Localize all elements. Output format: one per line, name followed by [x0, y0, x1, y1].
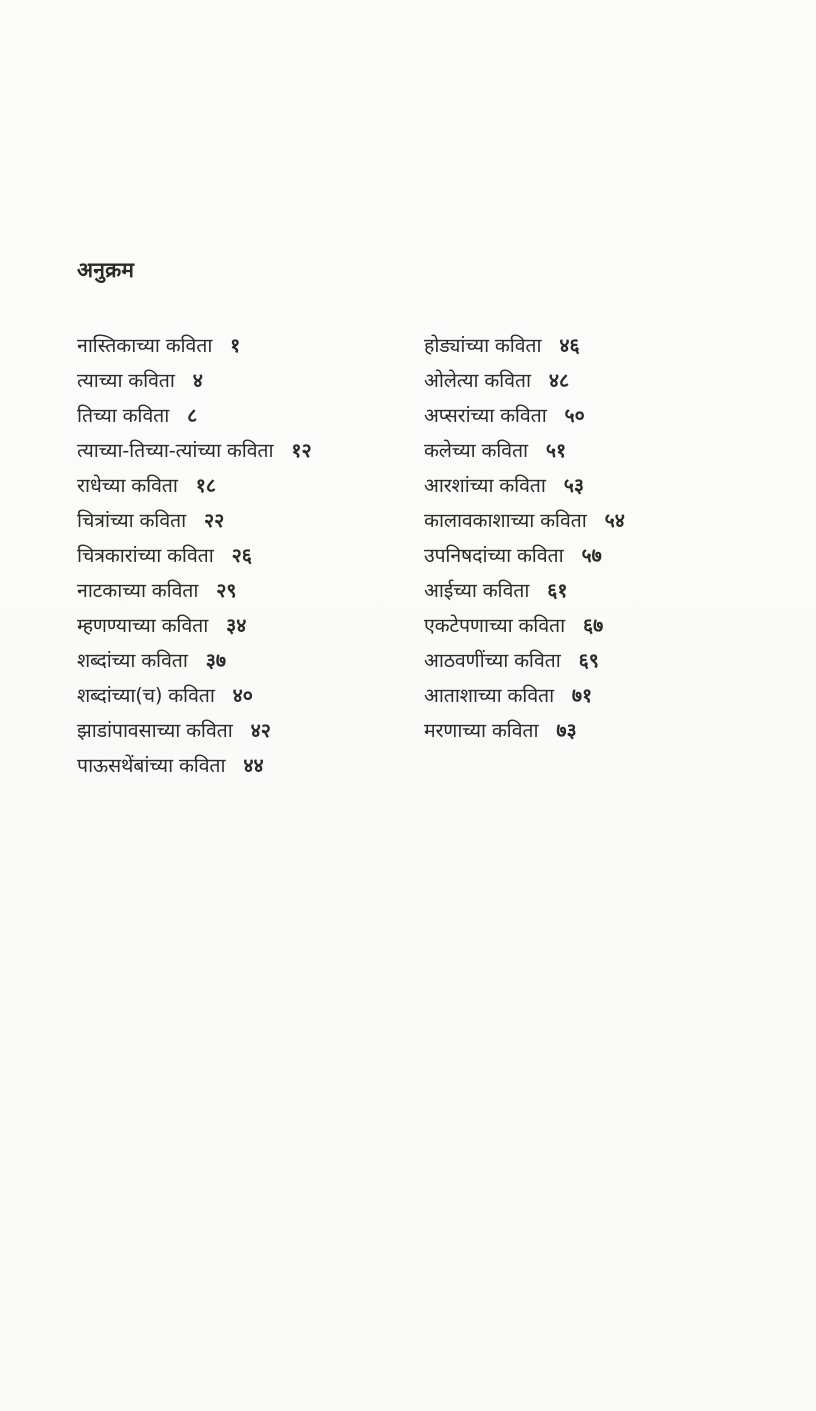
toc-entry-title: कलेच्या कविता	[424, 439, 528, 462]
toc-entry	[77, 608, 312, 643]
toc-entry-page-number: १२	[291, 439, 312, 462]
toc-entry	[77, 573, 312, 608]
toc-entry-title: एकटेपणाच्या कविता	[424, 614, 565, 637]
toc-entry	[424, 713, 625, 748]
toc-entry-page-number: ४६	[559, 334, 580, 357]
toc-entry-title: शब्दांच्या कविता	[77, 649, 188, 672]
toc-entry	[424, 678, 625, 713]
toc-entry-page-number: २२	[203, 509, 225, 532]
toc-entry	[424, 328, 625, 363]
toc-entry-title: नाटकाच्या कविता	[77, 579, 199, 602]
toc-entry	[424, 363, 625, 398]
toc-entry-title: राधेच्या कविता	[77, 474, 178, 497]
toc-entry-title: त्याच्या कविता	[77, 369, 175, 392]
toc-entry-title: उपनिषदांच्या कविता	[424, 544, 564, 567]
toc-entry	[77, 643, 312, 678]
toc-entry-page-number: २९	[216, 579, 237, 602]
toc-entry-page-number: ६१	[547, 579, 568, 602]
toc-entry-title: आठवणींच्या कविता	[424, 649, 561, 672]
toc-entry	[77, 398, 312, 433]
toc-entry-page-number: १	[230, 334, 241, 357]
toc-entry-page-number: १८	[195, 474, 217, 497]
toc-entry-page-number: ७३	[556, 719, 577, 742]
toc-entry-page-number: ४२	[250, 719, 271, 742]
toc-entry	[77, 328, 312, 363]
toc-heading: अनुक्रम	[77, 258, 135, 282]
toc-entry-title: होड्यांच्या कविता	[424, 334, 542, 357]
toc-entry-title: अप्सरांच्या कविता	[424, 404, 547, 427]
toc-entry-title: ओलेत्या कविता	[424, 369, 531, 392]
toc-entry-title: चित्रांच्या कविता	[77, 509, 186, 532]
toc-entry-page-number: ५४	[604, 509, 625, 532]
toc-entry-page-number: ४०	[232, 684, 253, 707]
toc-entry	[77, 433, 312, 468]
toc-entry-page-number: ७१	[571, 684, 593, 707]
toc-entry	[424, 538, 625, 573]
toc-entry	[424, 433, 625, 468]
toc-entry-title: शब्दांच्या(च) कविता	[77, 684, 215, 707]
toc-entry	[77, 363, 312, 398]
toc-entry	[77, 678, 312, 713]
toc-entry	[424, 398, 625, 433]
toc-entry-title: कालावकाशाच्या कविता	[424, 509, 587, 532]
toc-entry	[424, 573, 625, 608]
toc-entry-page-number: ८	[187, 404, 198, 427]
toc-entry	[424, 503, 625, 538]
toc-entry	[77, 538, 312, 573]
toc-entry-title: पाऊसथेंबांच्या कविता	[77, 754, 226, 777]
toc-entry-page-number: ६९	[578, 649, 599, 672]
toc-entry	[424, 608, 625, 643]
toc-entry-title: चित्रकारांच्या कविता	[77, 544, 214, 567]
toc-entry-page-number: ३७	[205, 649, 226, 672]
toc-entry	[77, 468, 312, 503]
toc-entry-title: नास्तिकाच्या कविता	[77, 334, 213, 357]
toc-entry-title: म्हणण्याच्या कविता	[77, 614, 209, 637]
toc-entry	[77, 503, 312, 538]
toc-right-column	[424, 328, 625, 748]
toc-entry-page-number: ५३	[563, 474, 585, 497]
toc-entry-title: झाडांपावसाच्या कविता	[77, 719, 233, 742]
toc-entry-title: तिच्या कविता	[77, 404, 170, 427]
toc-entry-page-number: ५१	[545, 439, 567, 462]
toc-entry-page-number: ५०	[564, 404, 585, 427]
toc-entry	[424, 468, 625, 503]
toc-entry-title: आईच्या कविता	[424, 579, 530, 602]
toc-entry-page-number: ३४	[226, 614, 247, 637]
toc-entry-page-number: ६७	[582, 614, 604, 637]
toc-entry-page-number: ४	[192, 369, 203, 392]
toc-entry-title: त्याच्या-तिच्या-त्यांच्या कविता	[77, 439, 274, 462]
toc-entry-page-number: ५७	[581, 544, 602, 567]
toc-entry-title: मरणाच्या कविता	[424, 719, 539, 742]
toc-entry-page-number: २६	[231, 544, 252, 567]
toc-entry-title: आताशाच्या कविता	[424, 684, 554, 707]
toc-left-column	[77, 328, 312, 783]
toc-entry	[77, 713, 312, 748]
toc-entry-page-number: ४४	[243, 754, 264, 777]
toc-entry	[77, 748, 312, 783]
toc-entry-title: आरशांच्या कविता	[424, 474, 546, 497]
toc-entry-page-number: ४८	[548, 369, 570, 392]
toc-entry	[424, 643, 625, 678]
